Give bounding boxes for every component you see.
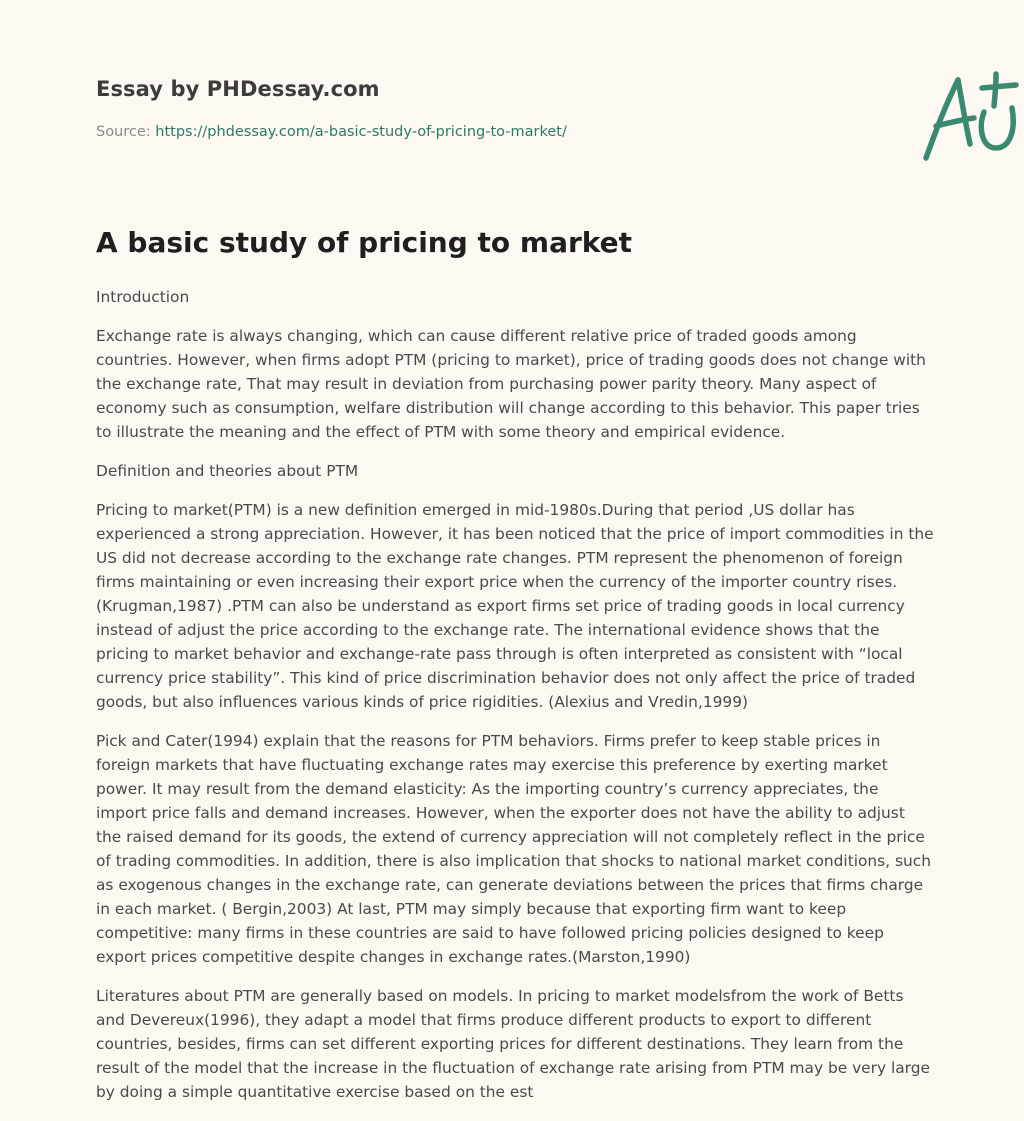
a-plus-logo-icon: [918, 68, 1022, 166]
paragraph: Literatures about PTM are generally based on models. In pricing to market modelsfrom the work of Betts and Devereux(1996), they adapt a model that firms produce different products to export to different countries, besides, firms can set different exporting prices for different destinations. They learn from the result of the model that the increase in the fluctuation of exchange rate arising from PTM may be very large by doing a simple quantitative exercise based on the est: [96, 987, 930, 1101]
source-label: Source:: [96, 124, 156, 140]
source-link[interactable]: https://phdessay.com/a-basic-study-of-pricing-to-market/: [155, 124, 567, 140]
source-line: [96, 124, 567, 140]
article-title: A basic study of pricing to market: [96, 226, 633, 259]
section-heading-definition: Definition and theories about PTM: [96, 462, 359, 480]
site-brand[interactable]: Essay by PHDessay.com: [96, 77, 380, 101]
paragraph: Pricing to market(PTM) is a new definition emerged in mid-1980s.During that period ,US dollar has experienced a strong appreciation. However, it has been noticed that the price of import commodities in the US did not decrease according to the exchange rate changes. PTM represent the phenomenon of foreign firms maintaining or even increasing their export price when the currency of the importer country rises. (Krugman,1987) .PTM can also be understand as export firms set price of trading goods in local currency instead of adjust the price according to the exchange rate. The international evidence shows that the pricing to market behavior and exchange-rate pass through is often interpreted as consistent with “local currency price stability”. This kind of price discrimination behavior does not only affect the price of traded goods, but also influences various kinds of price rigidities. (Alexius and Vredin,1999): [96, 501, 934, 711]
section-heading-introduction: Introduction: [96, 288, 190, 306]
paragraph: Pick and Cater(1994) explain that the reasons for PTM behaviors. Firms prefer to keep stable prices in foreign markets that have fluctuating exchange rates may exercise this preference by exerting market power. It may result from the demand elasticity: As the importing country’s currency appreciates, the import price falls and demand increases. However, when the exporter does not have the ability to adjust the raised demand for its goods, the extend of currency appreciation will not completely reflect in the price of trading commodities. In addition, there is also implication that shocks to national market conditions, such as exogenous changes in the exchange rate, can generate deviations between the prices that firms charge in each market. ( Bergin,2003) At last, PTM may simply because that exporting firm want to keep competitive: many firms in these countries are said to have followed pricing policies designed to keep export prices competitive despite changes in exchange rates.(Marston,1990): [96, 732, 931, 966]
paragraph: Exchange rate is always changing, which can cause different relative price of traded goods among countries. However, when firms adopt PTM (pricing to market), price of trading goods does not change with the exchange rate, That may result in deviation from purchasing power parity theory. Many aspect of economy such as consumption, welfare distribution will change according to this behavior. This paper tries to illustrate the meaning and the effect of PTM with some theory and empirical evidence.: [96, 327, 926, 441]
article-body: [96, 285, 934, 1119]
